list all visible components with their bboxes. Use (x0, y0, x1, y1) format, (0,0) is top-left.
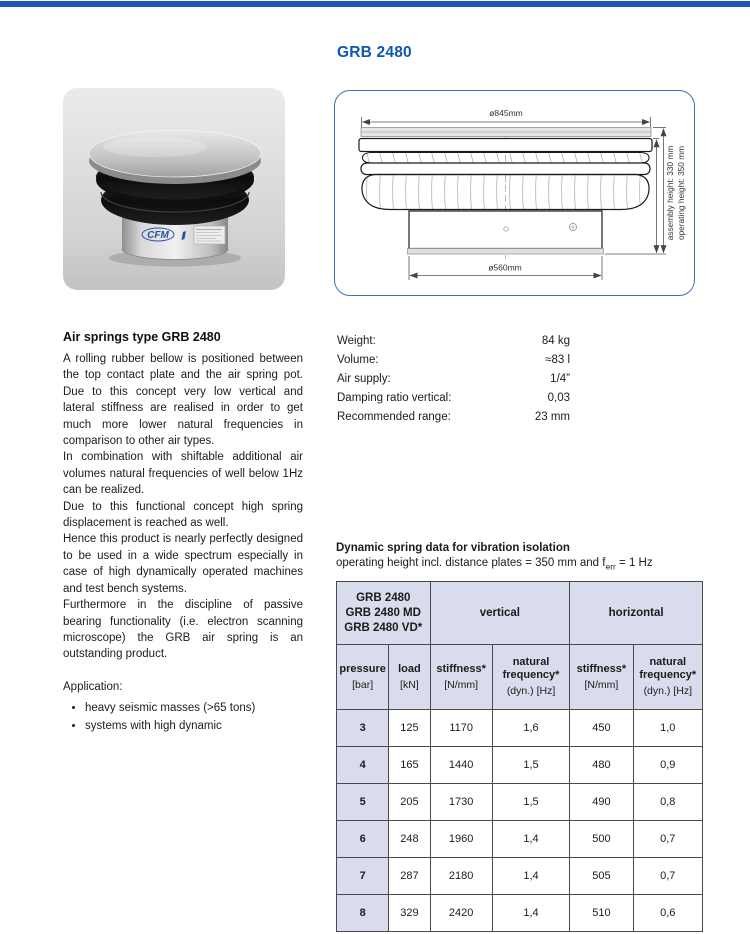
description-heading: Air springs type GRB 2480 (63, 330, 221, 344)
table-row (337, 784, 703, 821)
column-header-stiffness-vertical: stiffness* [N/mm] (430, 645, 492, 710)
cell-frequency-horizontal: 0,9 (633, 747, 702, 784)
pot-bottom-plate (408, 249, 604, 255)
cell-frequency-vertical: 1,5 (492, 747, 569, 784)
description-paragraph: Hence this product is nearly perfectly designed to be used in a wide spectrum especially in case of high dynamically operated machines and test bench systems. (63, 533, 303, 595)
cfm-logo-text: CFM (147, 230, 169, 241)
cell-pressure: 3 (337, 710, 389, 747)
table-group-header-row (337, 582, 703, 645)
spec-label: Volume: (337, 354, 379, 366)
cell-frequency-vertical: 1,4 (492, 858, 569, 895)
spec-value: 1/4” (550, 373, 570, 385)
cell-stiffness-vertical: 1440 (430, 747, 492, 784)
cell-stiffness-horizontal: 505 (570, 858, 633, 895)
cell-load: 125 (389, 710, 430, 747)
bellow-upper-lobe (363, 153, 650, 164)
cell-pressure: 6 (337, 821, 389, 858)
table-row (337, 747, 703, 784)
table-product-header (337, 582, 431, 645)
air-spring-photo-illustration (63, 88, 285, 290)
cell-load: 248 (389, 821, 430, 858)
spec-row (337, 370, 570, 389)
cell-stiffness-vertical: 1730 (430, 784, 492, 821)
cell-frequency-horizontal: 0,7 (633, 858, 702, 895)
spec-label: Weight: (337, 335, 376, 347)
cell-frequency-horizontal: 1,0 (633, 710, 702, 747)
spec-label: Air supply: (337, 373, 391, 385)
description-section (63, 330, 303, 735)
column-header-stiffness-horizontal: stiffness* [N/mm] (570, 645, 633, 710)
specs-list (337, 332, 570, 427)
subtitle-subscript: err (605, 561, 616, 572)
subtitle-text: operating height incl. distance plates = 350 mm and f (336, 557, 606, 569)
table-subtitle (336, 556, 703, 574)
spec-value: ≈83 l (545, 354, 570, 366)
air-spring-section-drawing (335, 91, 693, 294)
spec-row (337, 408, 570, 427)
cell-load: 287 (389, 858, 430, 895)
spring-data-section (336, 541, 703, 932)
column-header-load: load [kN] (389, 645, 430, 710)
application-list (63, 700, 303, 735)
spec-value: 0,03 (547, 392, 570, 404)
application-item: • heavy seismic masses (>65 tons) (85, 700, 303, 717)
cell-frequency-horizontal: 0,6 (633, 895, 702, 932)
page-title: GRB 2480 (337, 44, 412, 61)
bellow-lower-lobe (362, 175, 649, 210)
air-spring-top-plate (89, 130, 261, 184)
cell-frequency-vertical: 1,4 (492, 821, 569, 858)
cell-pressure: 4 (337, 747, 389, 784)
table-row (337, 858, 703, 895)
bellow-ring (361, 163, 650, 175)
column-header-frequency-horizontal: natural frequency* (dyn.) [Hz] (633, 645, 702, 710)
description-paragraph: A rolling rubber bellow is positioned between the top contact plate and the air spring pot. Due to this concept very low vertical and lateral stiffness are realised in order to get much more lower natural frequencies in comparison to other air types. (63, 353, 303, 448)
dim-line-top (362, 117, 651, 127)
product-line: GRB 2480 VD* (344, 621, 423, 634)
dim-label-operating-height: operating height: 350 mm (676, 145, 686, 241)
cell-frequency-vertical: 1,6 (492, 710, 569, 747)
top-accent-bar (0, 1, 750, 7)
spec-label: Damping ratio vertical: (337, 392, 452, 404)
spec-row (337, 351, 570, 370)
spec-value: 23 mm (534, 411, 570, 423)
application-label: Application: (63, 680, 123, 693)
cell-stiffness-vertical: 1960 (430, 821, 492, 858)
cell-load: 329 (389, 895, 430, 932)
dim-label-top-diameter: ø845mm (489, 108, 523, 118)
table-title: Dynamic spring data for vibration isolation (336, 542, 570, 554)
cell-stiffness-horizontal: 480 (570, 747, 633, 784)
table-group-horizontal: horizontal (570, 582, 703, 645)
table-row (337, 821, 703, 858)
table-group-vertical: vertical (430, 582, 570, 645)
cell-frequency-horizontal: 0,7 (633, 821, 702, 858)
cell-pressure: 5 (337, 784, 389, 821)
table-column-header-row (337, 645, 703, 710)
spec-row (337, 332, 570, 351)
cell-stiffness-horizontal: 490 (570, 784, 633, 821)
top-contact-plate (359, 139, 652, 152)
column-header-pressure: pressure [bar] (337, 645, 389, 710)
description-paragraph: In combination with shiftable additional air volumes natural frequencies of well below 1Hz can be realized. (63, 451, 303, 497)
column-header-frequency-vertical: natural frequency* (dyn.) [Hz] (492, 645, 569, 710)
air-spring-pot-outline (409, 211, 602, 249)
technical-drawing (334, 90, 695, 296)
spec-label: Recommended range: (337, 411, 451, 423)
distance-plates (361, 128, 651, 137)
cell-frequency-vertical: 1,5 (492, 784, 569, 821)
table-row (337, 710, 703, 747)
description-paragraph: Furthermore in the discipline of passive bearing functionality (i.e. electron scanning microscope) the GRB air spring is an outstanding product. (63, 599, 303, 661)
cell-load: 205 (389, 784, 430, 821)
subtitle-text: = 1 Hz (615, 557, 653, 569)
cell-stiffness-horizontal: 450 (570, 710, 633, 747)
table-row (337, 895, 703, 932)
cell-pressure: 7 (337, 858, 389, 895)
cell-load: 165 (389, 747, 430, 784)
product-label-sticker (194, 226, 225, 244)
description-paragraph: Due to this functional concept high spring displacement is reached as well. (63, 500, 303, 530)
cell-stiffness-horizontal: 500 (570, 821, 633, 858)
spec-value: 84 kg (541, 335, 570, 347)
product-line: GRB 2480 MD (345, 606, 421, 619)
cell-stiffness-vertical: 2420 (430, 895, 492, 932)
cell-stiffness-vertical: 2180 (430, 858, 492, 895)
cell-stiffness-horizontal: 510 (570, 895, 633, 932)
spec-row (337, 389, 570, 408)
cell-frequency-horizontal: 0,8 (633, 784, 702, 821)
cell-stiffness-vertical: 1170 (430, 710, 492, 747)
spring-data-table (336, 581, 703, 932)
product-photo (63, 88, 285, 290)
cell-frequency-vertical: 1,4 (492, 895, 569, 932)
product-line: GRB 2480 (356, 591, 411, 604)
dim-label-bottom-diameter: ø560mm (488, 262, 522, 273)
dim-label-assembly-height: assembly height: 330 mm (665, 145, 675, 241)
cell-pressure: 8 (337, 895, 389, 932)
application-item: • systems with high dynamic (85, 718, 303, 735)
